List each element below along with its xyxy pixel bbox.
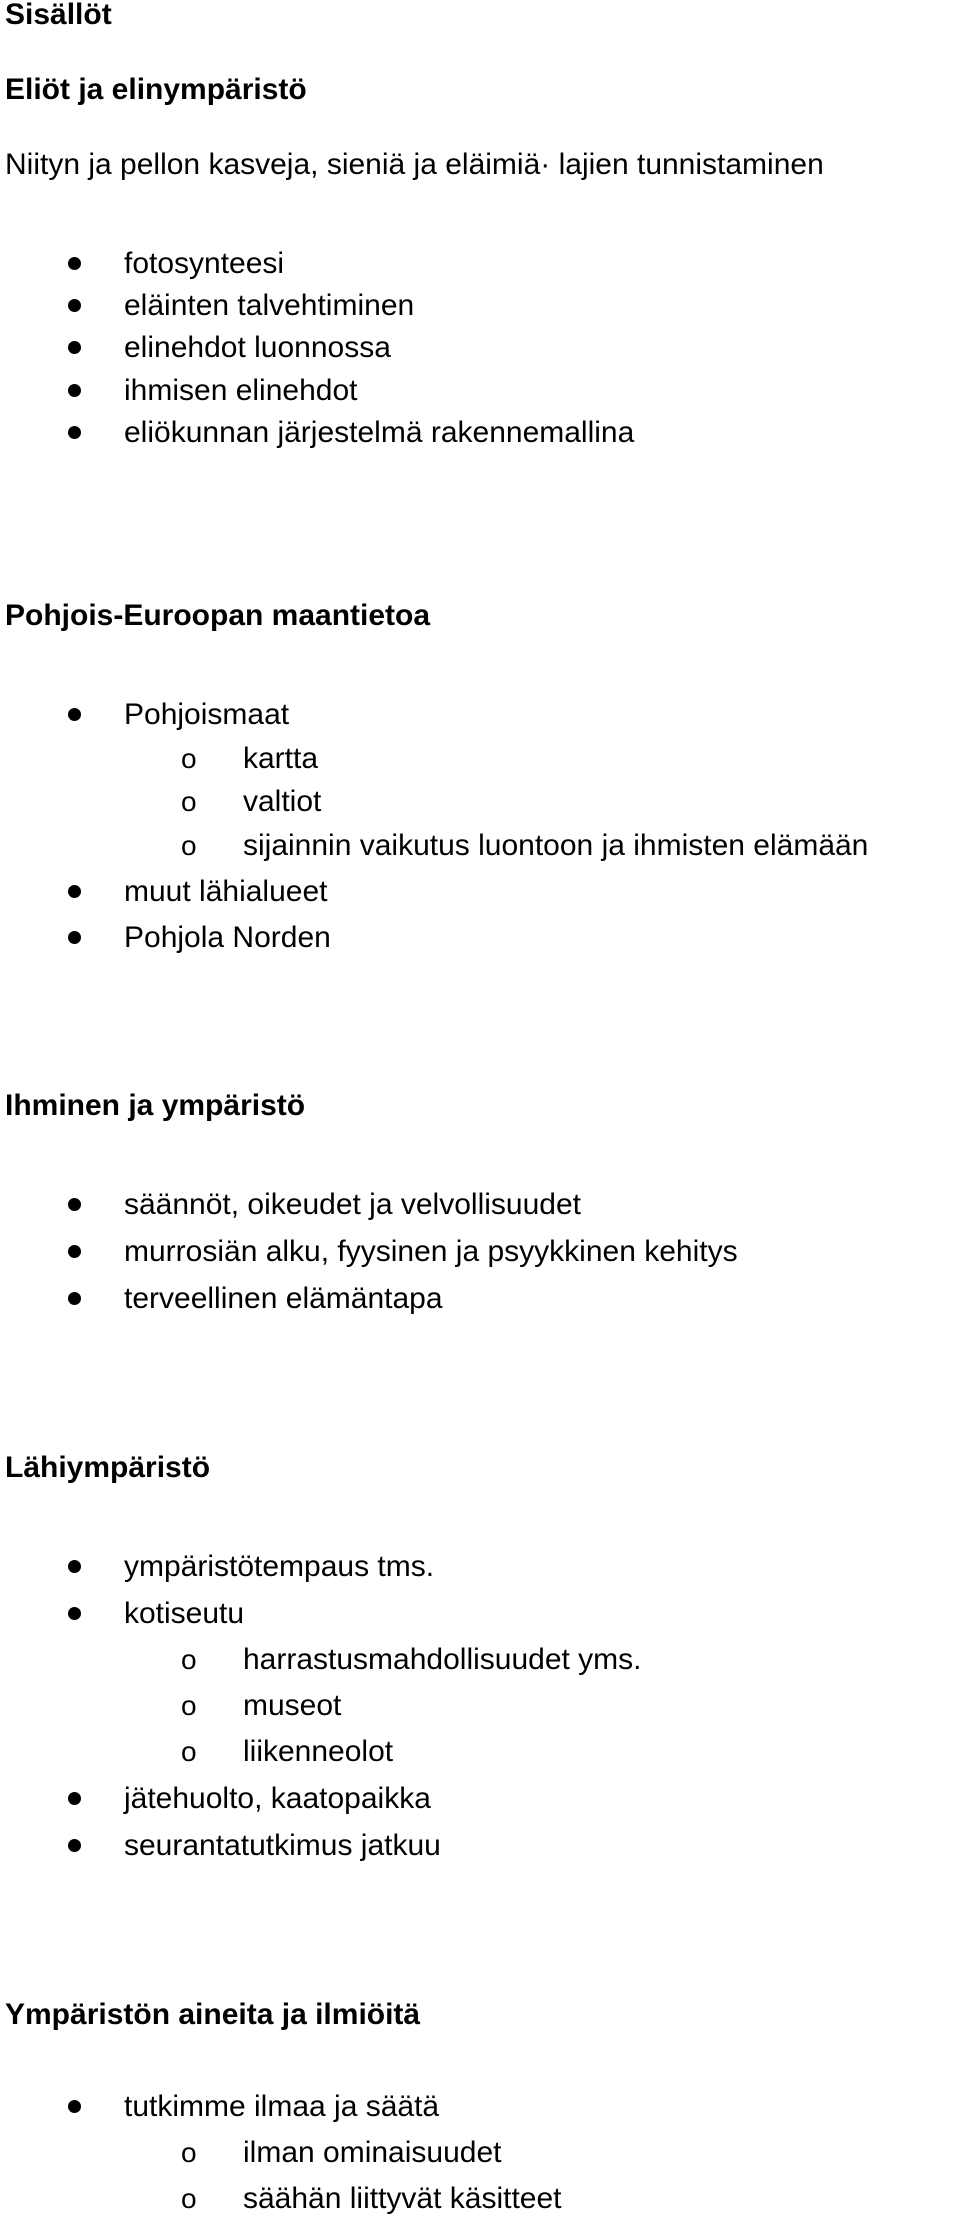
sub-bullet-marker: o [181, 2137, 197, 2168]
list-item: ihmisen elinehdot [124, 374, 358, 407]
sub-list-item: liikenneolot [243, 1735, 394, 1768]
list-item: eliökunnan järjestelmä rakennemallina [124, 416, 635, 449]
list-item: elinehdot luonnossa [124, 331, 391, 364]
sub-list-item: kartta [243, 742, 319, 775]
bullet-dot [58, 413, 98, 453]
list-item: säännöt, oikeudet ja velvollisuudet [124, 1188, 581, 1221]
bullet-dot [58, 1594, 98, 1634]
section-title: Eliöt ja elinympäristö [5, 73, 307, 106]
sub-list-item: sijainnin vaikutus luontoon ja ihmisten elämään [243, 829, 869, 862]
section-title: Pohjois-Euroopan maantietoa [5, 599, 431, 632]
bullet-dot [58, 918, 98, 958]
list-item: fotosynteesi [124, 247, 285, 280]
sub-bullet-marker: o [181, 743, 197, 774]
sub-list-item: museot [243, 1689, 342, 1722]
sub-bullet-marker: o [181, 786, 197, 817]
list-item: terveellinen elämäntapa [124, 1282, 443, 1315]
list-item: Pohjola Norden [124, 921, 331, 954]
list-item: muut lähialueet [124, 875, 328, 908]
list-item: jätehuolto, kaatopaikka [124, 1782, 431, 1815]
sub-list-item: säähän liittyvät käsitteet [243, 2182, 562, 2215]
list-item: murrosiän alku, fyysinen ja psyykkinen kehitys [124, 1235, 738, 1268]
sub-bullet-marker: o [181, 2183, 197, 2214]
bullet-dot [58, 2087, 98, 2127]
bullet-dot [58, 1779, 98, 1819]
toc-title: Sisällöt [5, 0, 112, 31]
bullet-dot [58, 371, 98, 411]
list-item: Pohjoismaat [124, 698, 290, 731]
bullet-dot [58, 1232, 98, 1272]
sub-list-item: harrastusmahdollisuudet yms. [243, 1643, 642, 1676]
bullet-dot [58, 1826, 98, 1866]
section-subtitle: Niityn ja pellon kasveja, sieniä ja eläimiä· lajien tunnistaminen [5, 148, 824, 181]
list-item: eläinten talvehtiminen [124, 289, 415, 322]
section-title: Ihminen ja ympäristö [5, 1089, 306, 1122]
sub-bullet-marker: o [181, 1736, 197, 1767]
bullet-dot [58, 1547, 98, 1587]
bullet-dot [58, 872, 98, 912]
section-title: Ympäristön aineita ja ilmiöitä [5, 1998, 421, 2031]
sub-list-item: ilman ominaisuudet [243, 2136, 502, 2169]
bullet-dot [58, 695, 98, 735]
bullet-dot [58, 1185, 98, 1225]
sub-list-item: valtiot [243, 785, 322, 818]
bullet-dot [58, 286, 98, 326]
sub-bullet-marker: o [181, 1644, 197, 1675]
section-title: Lähiympäristö [5, 1451, 211, 1484]
sub-bullet-marker: o [181, 830, 197, 861]
bullet-dot [58, 1279, 98, 1319]
bullet-dot [58, 328, 98, 368]
list-item: kotiseutu [124, 1597, 245, 1630]
list-item: tutkimme ilmaa ja säätä [124, 2090, 440, 2123]
list-item: ympäristötempaus tms. [124, 1550, 435, 1583]
sub-bullet-marker: o [181, 1690, 197, 1721]
list-item: seurantatutkimus jatkuu [124, 1829, 441, 1862]
bullet-dot [58, 244, 98, 284]
